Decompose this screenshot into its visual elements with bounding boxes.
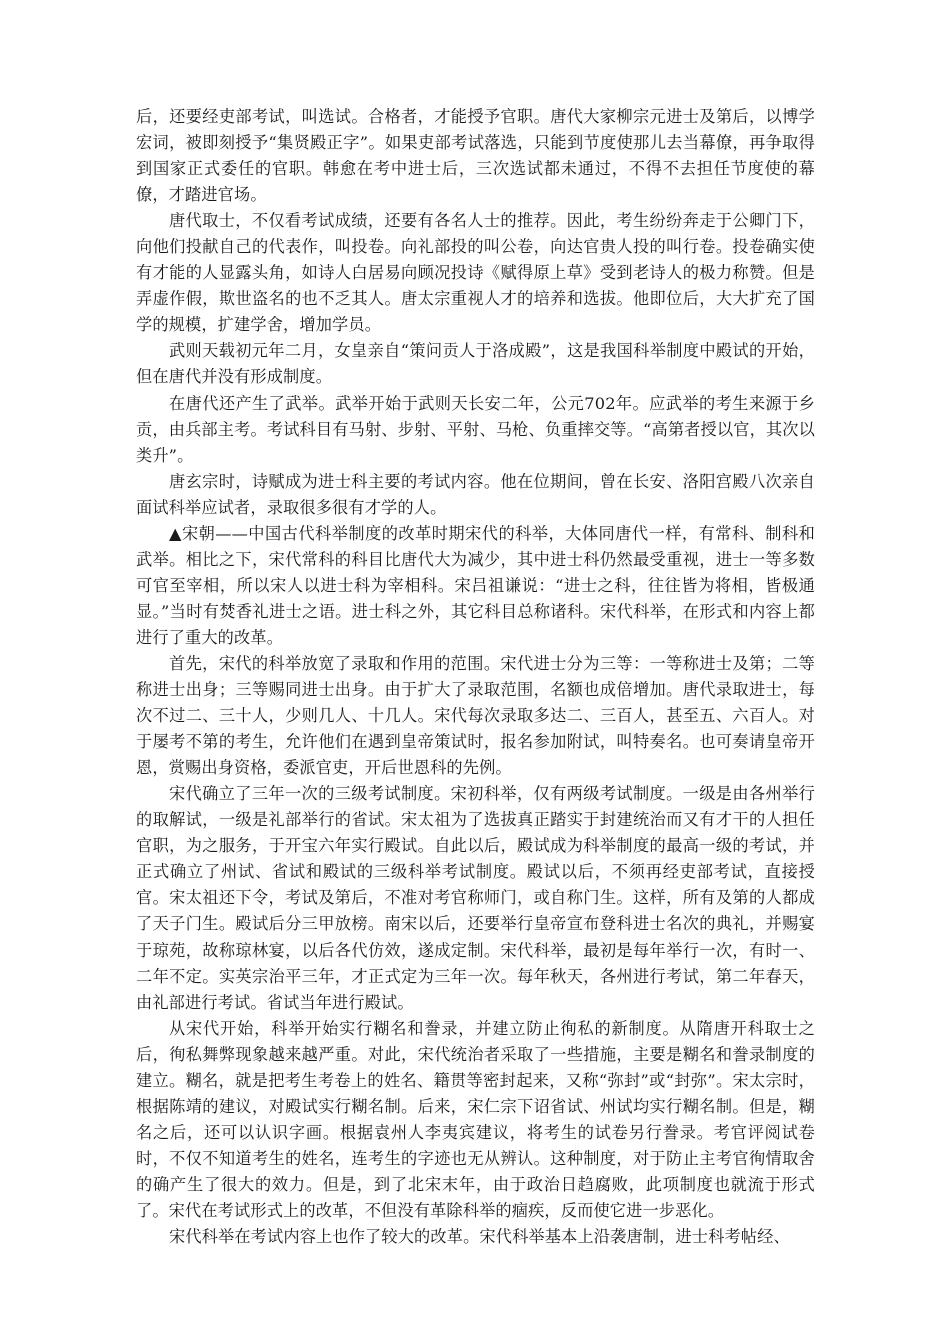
paragraph-6: ▲宋朝——中国古代科举制度的改革时期宋代的科举，大体同唐代一样，有常科、制科和武举。相比之下，宋代常科的科目比唐代大为减少，其中进士科仍然最受重视，进士一等多数可官至宰相，所以宋人以进士科为宰相科。宋吕祖谦说：“进士之科，往往皆为将相，皆极通显。”当时有焚香礼进士之语。进士科之外，其它科目总称诸科。宋代科举，在形式和内容上都进行了重大的改革。 — [136, 523, 815, 647]
paragraph-10: 宋代科举在考试内容上也作了较大的改革。宋代科举基本上沿袭唐制，进士科考帖经、 — [169, 1227, 790, 1247]
paragraph-4: 在唐代还产生了武举。武举开始于武则天长安二年，公元702年。应武举的考生来源于乡贡，由兵部主考。考试科目有马射、步射、平射、马枪、负重摔交等。“高第者授以官，其次以类升”。 — [136, 393, 815, 465]
paragraph-3: 武则天载初元年二月，女皇亲自“策问贡人于洛成殿”，这是我国科举制度中殿试的开始，但在唐代并没有形成制度。 — [136, 341, 815, 387]
paragraph-9: 从宋代开始，科举开始实行糊名和誊录，并建立防止徇私的新制度。从隋唐开科取士之后，徇私舞弊现象越来越严重。对此，宋代统治者采取了一些措施，主要是糊名和誊录制度的建立。糊名，就是把考生考卷上的姓名、籍贯等密封起来，又称“弥封”或“封弥”。宋太宗时，根据陈靖的建议，对殿试实行糊名制。后来，宋仁宗下诏省试、州试均实行糊名制。但是，糊名之后，还可以认识字画。根据袁州人李夷宾建议，将考生的试卷另行誊录。考官评阅试卷时，不仅不知道考生的姓名，连考生的字迹也无从辨认。这种制度，对于防止主考官徇情取舍的确产生了很大的效力。但是，到了北宋末年，由于政治日趋腐败，此项制度也就流于形式了。宋代在考试形式上的改革，不但没有革除科举的痼疾，反而使它进一步恶化。 — [136, 1018, 815, 1220]
paragraph-1: 后，还要经吏部考试，叫选试。合格者，才能授予官职。唐代大家柳宗元进士及第后，以博学宏词，被即刻授予“集贤殿正字”。如果吏部考试落选，只能到节度使那儿去当幕僚，再争取得到国家正式委任的官职。韩愈在考中进士后，三次选试都未通过，不得不去担任节度使的幕僚，才踏进官场。 — [136, 107, 815, 205]
paragraph-5: 唐玄宗时，诗赋成为进士科主要的考试内容。他在位期间，曾在长安、洛阳宫殿八次亲自面试科举应试者，录取很多很有才学的人。 — [136, 471, 815, 517]
body-text — [136, 104, 815, 1250]
paragraph-7: 首先，宋代的科举放宽了录取和作用的范围。宋代进士分为三等：一等称进士及第；二等称进士出身；三等赐同进士出身。由于扩大了录取范围，名额也成倍增加。唐代录取进士，每次不过二、三十人，少则几人、十几人。宋代每次录取多达二、三百人，甚至五、六百人。对于屡考不第的考生，允许他们在遇到皇帝策试时，报名参加附试，叫特奏名。也可奏请皇帝开恩，赏赐出身资格，委派官吏，开后世恩科的先例。 — [136, 653, 815, 778]
paragraph-2: 唐代取士，不仅看考试成绩，还要有各名人士的推荐。因此，考生纷纷奔走于公卿门下，向他们投献自己的代表作，叫投卷。向礼部投的叫公卷，向达官贵人投的叫行卷。投卷确实使有才能的人显露头角，如诗人白居易向顾况投诗《赋得原上草》受到老诗人的极力称赞。但是弄虚作假，欺世盗名的也不乏其人。唐太宗重视人才的培养和选拔。他即位后，大大扩充了国学的规模，扩建学舍，增加学员。 — [136, 211, 815, 335]
paragraph-8: 宋代确立了三年一次的三级考试制度。宋初科举，仅有两级考试制度。一级是由各州举行的取解试，一级是礼部举行的省试。宋太祖为了选拔真正踏实于封建统治而又有才干的人担任官职，为之服务，于开宝六年实行殿试。自此以后，殿试成为科举制度的最高一级的考试，并正式确立了州试、省试和殿试的三级科举考试制度。殿试以后，不须再经吏部考试，直接授官。宋太祖还下令，考试及第后，不准对考官称师门，或自称门生。这样，所有及第的人都成了天子门生。殿试后分三甲放榜。南宋以后，还要举行皇帝宣布登科进士名次的典礼，并赐宴于琼苑，故称琼林宴，以后各代仿效，遂成定制。宋代科举，最初是每年举行一次，有时一、二年不定。实英宗治平三年，才正式定为三年一次。每年秋天，各州进行考试，第二年春天，由礼部进行考试。省试当年进行殿试。 — [136, 784, 815, 1012]
